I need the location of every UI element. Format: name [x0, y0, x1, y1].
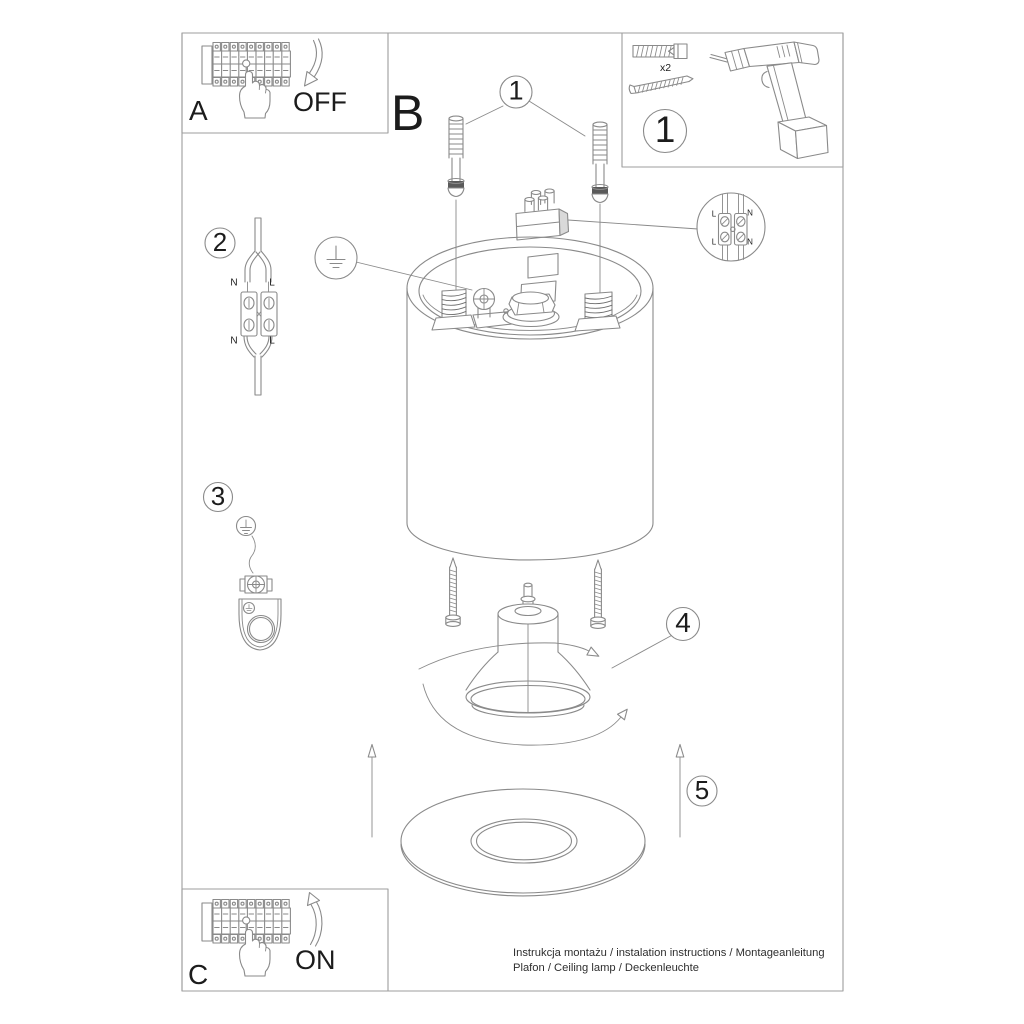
- step2-label-l-top: L: [269, 277, 275, 289]
- fasteners-badge: 1: [508, 75, 524, 106]
- bulb-step-badge: 4: [675, 606, 691, 638]
- footer-product-line: Plafon / Ceiling lamp / Deckenleuchte: [513, 962, 699, 974]
- detail-label-n-top: N: [747, 208, 753, 218]
- gu10-bulb: [466, 583, 590, 717]
- detail-label-l-top: L: [711, 209, 717, 219]
- panel-c-on-label: ON: [295, 945, 336, 975]
- earth-symbol-callout: [315, 237, 472, 290]
- section-b-label: B: [391, 85, 425, 141]
- plug-quantity-label: x2: [660, 62, 672, 74]
- lamp-housing: [407, 237, 653, 560]
- detail-label-l-bottom: L: [711, 237, 717, 247]
- step2-label-n-top: N: [230, 277, 238, 289]
- detail-label-n-bottom: N: [747, 237, 753, 247]
- cover-step-badge: 5: [694, 774, 710, 805]
- drill-icon: [710, 42, 828, 159]
- tools-panel-badge: 1: [654, 109, 676, 151]
- cover-ring-step: [368, 745, 717, 896]
- wiring-step-badge: 2: [212, 226, 228, 257]
- step2-label-n-bottom: N: [230, 335, 238, 347]
- wiring-detail-circle: [697, 193, 765, 261]
- panel-c-label: C: [188, 959, 209, 990]
- footer-title-line: Instrukcja montażu / instalation instructions / Montageanleitung: [513, 947, 825, 959]
- step2-label-l-bottom: L: [269, 335, 275, 347]
- panel-a-label: A: [189, 95, 208, 126]
- ground-step-badge: 3: [210, 480, 226, 511]
- panel-a-off-label: OFF: [293, 87, 347, 117]
- bulb-step: [419, 558, 700, 745]
